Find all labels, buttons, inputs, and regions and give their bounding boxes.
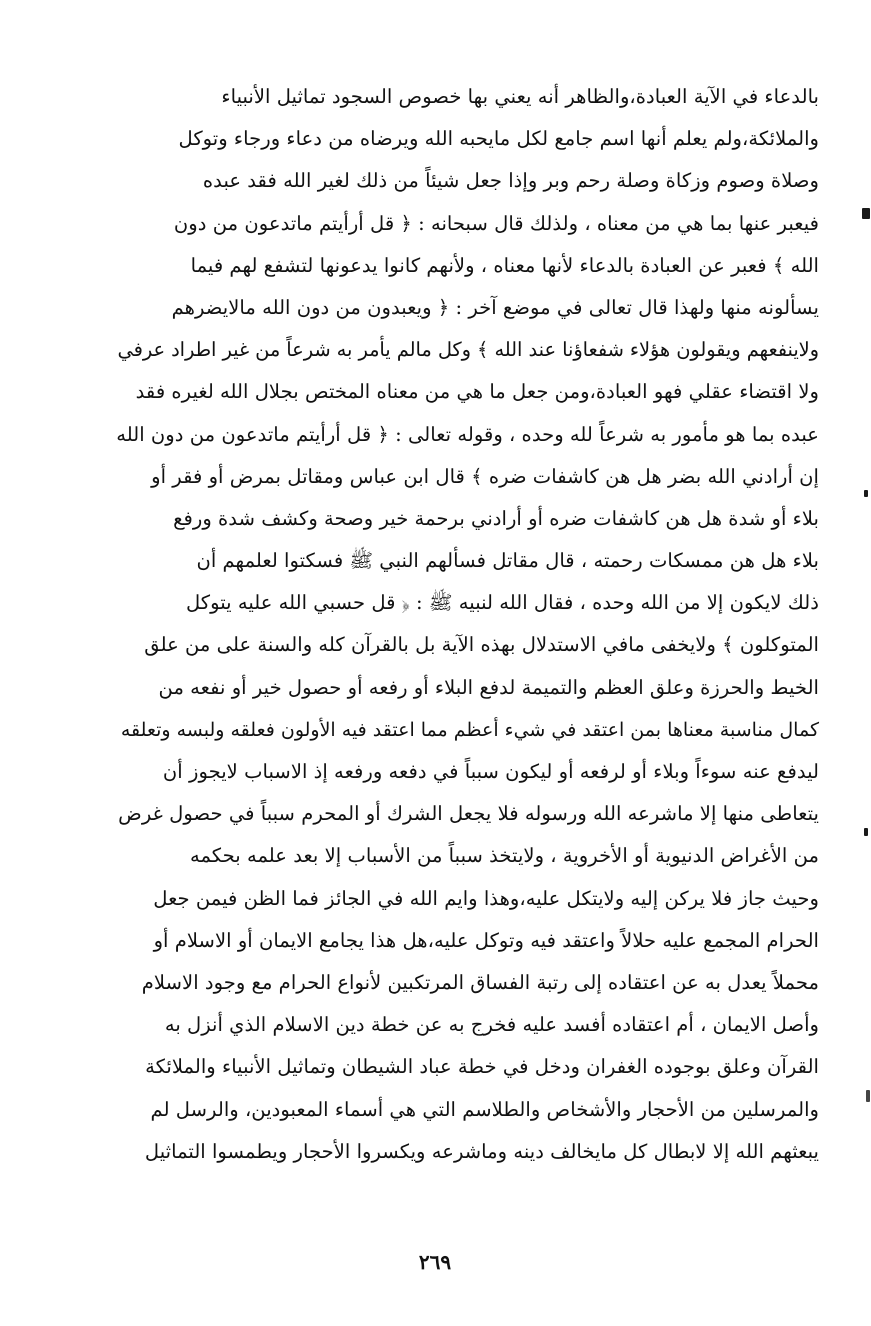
text-line: بالدعاء في الآية العبادة،والظاهر أنه يعني بها خصوص السجود تماثيل الأنبياء [221,85,819,108]
text-line: ولا اقتضاء عقلي فهو العبادة،ومن جعل ما هي من معناه المختص بجلال الله لغيره فقد [135,380,819,404]
text-line: يبعثهم الله إلا لابطال كل مايخالف دينه وماشرعه ويكسروا الأحجار ويطمسوا التماثيل [144,1139,819,1163]
text-line: عبده بما هو مأمور به شرعاً لله وحده ، وقوله تعالى : ﴿ قل أرأيتم ماتدعون من دون الله [116,422,819,446]
margin-ink-mark [862,208,870,219]
margin-ink-mark [864,490,868,497]
page-number: ٢٦٩ [418,1250,452,1274]
text-line: بلاء أو شدة هل هن كاشفات ضره أو أرادني برحمة خير وصحة وكشف شدة ورفع [173,506,819,530]
text-line: يتعاطى منها إلا ماشرعه الله ورسوله فلا يجعل الشرك أو المحرم سبباً في حصول غرض [118,802,819,826]
text-line: والمرسلين من الأحجار والأشخاص والطلاسم التي هي أسماء المعبودين، والرسل لم [150,1097,819,1121]
body-text [112,76,819,1173]
text-line: الخيط والحرزة وعلق العظم والتميمة لدفع البلاء أو رفعه أو حصول خير أو نفعه من [158,675,819,699]
text-line: محملاً يعدل به عن اعتقاده إلى رتبة الفساق المرتكبين لأنواع الحرام مع وجود الاسلام [141,970,819,994]
text-line: الحرام المجمع عليه حلالاً واعتقد فيه وتوكل عليه،هل هذا يجامع الايمان أو الاسلام أو [153,928,819,952]
text-line: وأصل الايمان ، أم اعتقاده أفسد عليه فخرج به عن خطة دين الاسلام الذي أنزل به [164,1013,819,1037]
text-line: بلاء هل هن ممسكات رحمته ، قال مقاتل فسألهم النبي ﷺ فسكتوا لعلمهم أن [196,549,819,573]
text-line: من الأغراض الدنيوية أو الأخروية ، ولايتخذ سبباً من الأسباب إلا بعد علمه بحكمه [189,844,819,868]
text-line: ولاينفعهم ويقولون هؤلاء شفعاؤنا عند الله ﴾ وكل مالم يأمر به شرعاً من غير اطراد عرفي [117,338,819,362]
text-line: فيعبر عنها بما هي من معناه ، ولذلك قال سبحانه : ﴿ قل أرأيتم ماتدعون من دون [173,211,819,235]
text-line: وحيث جاز فلا يركن إليه ولايتكل عليه،وهذا وايم الله في الجائز فما الظن فيمن جعل [153,886,819,910]
text-line: يسألونه منها ولهذا قال تعالى في موضع آخر : ﴿ ويعبدون من دون الله مالايضرهم [171,295,819,319]
text-line: المتوكلون ﴾ ولايخفى مافي الاستدلال بهذه الآية بل بالقرآن كله والسنة على من علق [144,633,819,657]
margin-ink-mark [866,1090,870,1102]
margin-ink-mark [864,828,868,836]
text-line: وصلاة وصوم وزكاة وصلة رحم وبر وإذا جعل شيئاً من ذلك لغير الله فقد عبده [202,169,819,193]
text-line: الله ﴾ فعبر عن العبادة بالدعاء لأنها معناه ، ولأنهم كانوا يدعونها لتشفع لهم فيما [190,253,819,277]
text-line: كمال مناسبة معناها بمن اعتقد في شيء أعظم مما اعتقد فيه الأولون فعلقه ولبسه وتعلقه [120,718,819,741]
text-line: إن أرادني الله بضر هل هن كاشفات ضره ﴾ قال ابن عباس ومقاتل بمرض أو فقر أو [151,464,819,488]
text-line: ليدفع عنه سوءاً وبلاء أو لرفعه أو ليكون سبباً في دفعه ورفعه إذ الاسباب لايجوز أن [162,760,819,783]
text-line: ذلك لايكون إلا من الله وحده ، فقال الله لنبيه ﷺ : ﴿ قل حسبي الله عليه يتوكل [185,591,819,615]
text-line: القرآن وعلق بوجوده الغفران ودخل في خطة عباد الشيطان وتماثيل الأنبياء والملائكة [145,1055,819,1079]
text-line: والملائكة،ولم يعلم أنها اسم جامع لكل مايحبه الله ويرضاه من دعاء ورجاء وتوكل [178,127,819,151]
